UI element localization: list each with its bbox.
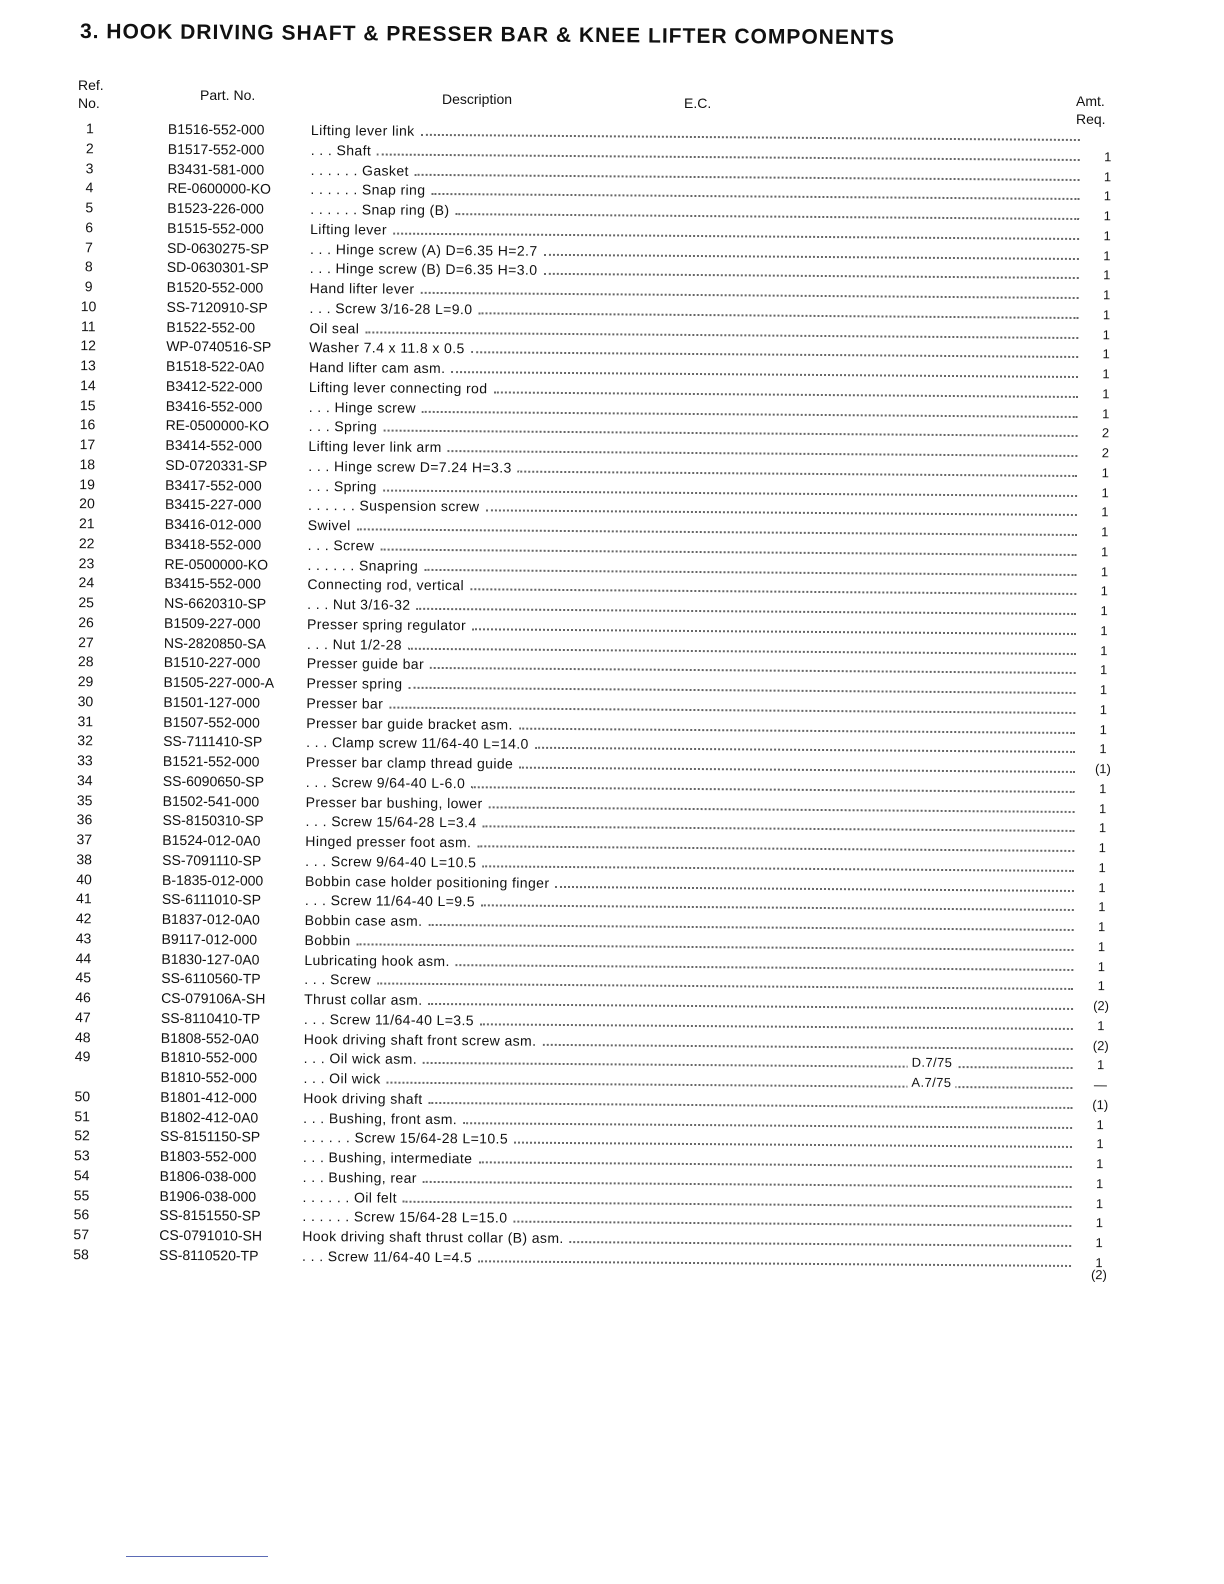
description-text: . . . Oil wick asm.	[304, 1050, 424, 1067]
part-no: B1515-552-000	[167, 219, 264, 237]
part-no: B1517-552-000	[167, 140, 265, 158]
description-text: . . . Hinge screw	[309, 398, 422, 415]
amt-req: 1	[1102, 287, 1111, 303]
description-text: . . . . . . Screw 15/64-28 L=15.0	[302, 1208, 513, 1226]
description	[311, 122, 1086, 145]
amt-req: 1	[1101, 524, 1109, 540]
part-no: SS-6090650-SP	[162, 772, 265, 790]
ref-no: 9	[84, 278, 93, 295]
ref-no: 54	[73, 1166, 90, 1184]
amt-req: 1	[1098, 879, 1106, 895]
amt-req: 1	[1102, 306, 1111, 323]
part-no: B1803-552-000	[159, 1147, 257, 1165]
amt-req: 1	[1103, 247, 1111, 263]
amt-req: 1	[1099, 701, 1108, 717]
ref-no: 47	[75, 1008, 91, 1026]
header-part-no: Part. No.	[200, 87, 256, 103]
leader-dots	[519, 767, 1075, 773]
leader-dots	[485, 510, 1076, 517]
amt-req: 1	[1096, 1057, 1105, 1073]
description-text: Lifting lever link	[311, 122, 421, 139]
leader-dots	[423, 1062, 1073, 1069]
page-marker-line	[126, 1556, 268, 1557]
part-no: B1801-412-000	[160, 1088, 257, 1106]
description-text: . . . Oil wick	[303, 1070, 386, 1087]
leader-dots	[489, 806, 1075, 813]
description-text: . . . . . . Gasket	[311, 161, 415, 178]
leader-dots	[365, 331, 1078, 339]
amt-req: 1	[1100, 563, 1109, 579]
ref-no: 52	[74, 1127, 90, 1144]
leader-dots	[555, 885, 1074, 891]
leader-dots	[424, 568, 1076, 575]
description-text: . . . Shaft	[311, 142, 378, 159]
description-text: Presser spring	[307, 675, 409, 692]
ref-no: 22	[78, 534, 95, 552]
part-no: SS-8110410-TP	[160, 1009, 261, 1027]
part-no: B1810-552-000	[160, 1068, 258, 1086]
amt-req: 1	[1095, 1215, 1104, 1231]
ref-no: 18	[79, 455, 96, 473]
leader-dots	[535, 747, 1075, 753]
description-text: . . . Screw 11/64-40 L=4.5	[302, 1248, 478, 1265]
description-text: Lifting lever connecting rod	[309, 379, 494, 396]
description-text: Washer 7.4 x 11.8 x 0.5	[309, 339, 471, 356]
leader-dots	[455, 213, 1079, 220]
amt-req: —	[1093, 1077, 1108, 1093]
leader-dots	[448, 450, 1078, 457]
description-text: Bobbin case asm.	[305, 912, 429, 929]
part-no: SS-7091110-SP	[162, 851, 262, 869]
description-text: . . . Clamp screw 11/64-40 L=14.0	[306, 734, 535, 752]
ref-no: 40	[76, 870, 92, 887]
amt-req: 1	[1103, 188, 1112, 204]
part-no: B3416-552-000	[165, 397, 263, 415]
amt-req: 1	[1103, 267, 1111, 283]
ref-no: 20	[79, 495, 95, 512]
ref-no: 57	[73, 1226, 90, 1243]
leader-dots	[415, 173, 1080, 180]
description-text: Presser bar bushing, lower	[306, 793, 489, 810]
ref-no: 27	[78, 633, 94, 650]
part-no: CS-0791010-SH	[159, 1226, 263, 1244]
leader-dots	[423, 1181, 1072, 1188]
ref-no: 50	[74, 1087, 91, 1105]
description-text: Bobbin	[305, 932, 357, 948]
ref-no: 38	[76, 850, 93, 868]
leader-dots	[463, 1122, 1072, 1129]
description-text: Hinged presser foot asm.	[305, 833, 477, 850]
ref-no: 2	[85, 139, 94, 157]
ref-no: 44	[75, 949, 92, 966]
leader-dots	[403, 1200, 1072, 1207]
leader-dots	[429, 1102, 1073, 1109]
part-no: B3412-522-000	[165, 377, 263, 395]
description-text: . . . Spring	[309, 418, 384, 435]
amt-req: 1	[1098, 800, 1107, 816]
leader-dots	[393, 232, 1079, 239]
amt-req: 1	[1097, 938, 1106, 954]
ref-no: 3	[85, 159, 94, 176]
amt-req: (2)	[1093, 998, 1110, 1014]
leader-dots	[387, 1082, 1073, 1089]
description-text: . . . Screw 9/64-40 L=10.5	[305, 853, 482, 870]
ref-no: 14	[80, 376, 96, 394]
ec-code: D.7/75	[908, 1055, 957, 1070]
part-no: SD-0720331-SP	[165, 456, 268, 474]
amt-req: 1	[1100, 543, 1109, 559]
part-no: B1524-012-0A0	[162, 831, 261, 849]
description-text: . . . Screw 9/64-40 L-6.0	[306, 774, 472, 791]
leader-dots	[472, 628, 1076, 635]
amt-req: 1	[1102, 346, 1110, 362]
part-no: B1501-127-000	[163, 693, 261, 711]
leader-dots	[377, 153, 1080, 161]
part-no: SS-7111410-SP	[163, 733, 263, 750]
leader-dots	[357, 528, 1077, 536]
amt-req: 1	[1100, 622, 1108, 638]
amt-req: 1	[1099, 721, 1107, 737]
part-no: WP-0740516-SP	[166, 338, 272, 355]
part-no: B1502-541-000	[162, 792, 260, 810]
leader-dots	[383, 489, 1077, 496]
description-text: Bobbin case holder positioning finger	[305, 872, 556, 890]
ref-no: 19	[79, 475, 95, 492]
description-text: . . . . . . Screw 15/64-28 L=10.5	[303, 1129, 514, 1147]
description-text: Connecting rod, vertical	[307, 576, 470, 593]
description-text: Presser spring regulator	[307, 616, 472, 633]
leader-dots	[420, 292, 1078, 299]
description-text: . . . Bushing, front asm.	[303, 1109, 463, 1126]
amt-req: 1	[1104, 148, 1112, 165]
ref-no: 35	[76, 791, 93, 808]
amt-req: 1	[1098, 859, 1106, 875]
part-no: NS-6620310-SP	[164, 594, 267, 612]
amt-req: 1	[1099, 682, 1108, 698]
part-no: SS-8151150-SP	[159, 1128, 261, 1145]
part-no: B3417-552-000	[165, 476, 262, 494]
leader-dots	[481, 905, 1074, 912]
description-text: Presser bar guide bracket asm.	[306, 714, 519, 732]
amt-req: 1	[1101, 504, 1109, 520]
leader-dots	[518, 470, 1078, 476]
leader-dots	[477, 845, 1074, 852]
leader-dots	[478, 312, 1078, 319]
ref-no: 33	[77, 752, 93, 769]
ref-no: 53	[74, 1147, 90, 1164]
description-text: . . . . . . Snap ring (B)	[310, 201, 455, 218]
description-text: . . . Screw	[308, 537, 381, 554]
amt-req: 1	[1102, 326, 1111, 342]
ref-no: 7	[85, 238, 93, 255]
leader-dots	[471, 786, 1075, 793]
ref-no: 43	[75, 929, 92, 947]
description-text: Lubricating hook asm.	[304, 951, 455, 968]
amt-req: (1)	[1092, 1096, 1109, 1113]
leader-dots	[383, 430, 1077, 437]
part-no: B3418-552-000	[164, 535, 262, 553]
leader-dots	[570, 1241, 1072, 1247]
amt-req: 1	[1095, 1175, 1104, 1191]
leader-dots	[470, 588, 1076, 595]
ref-no: 42	[75, 910, 92, 927]
amt-req: 1	[1102, 405, 1110, 421]
amt-req: 2	[1101, 445, 1110, 461]
ref-no: 6	[85, 218, 94, 236]
ref-no: 23	[78, 554, 95, 571]
part-no: B1520-552-000	[166, 278, 264, 296]
description-text: Thrust collar asm.	[304, 991, 429, 1008]
ref-no: 34	[76, 771, 93, 789]
leader-dots	[542, 1043, 1072, 1049]
part-no: B1802-412-0A0	[160, 1108, 259, 1126]
amt-req: 1	[1100, 662, 1108, 678]
description-text: Hook driving shaft thrust collar (B) asm.	[302, 1228, 570, 1246]
part-no: B1906-038-000	[159, 1187, 257, 1205]
amt-req: 1 (2)	[1090, 1254, 1107, 1283]
part-no: SS-6111010-SP	[161, 891, 262, 908]
amt-req: 1	[1101, 464, 1109, 480]
amt-req: 1	[1098, 840, 1106, 856]
description-text: Hook driving shaft	[303, 1090, 428, 1107]
description-text: . . . Screw 11/64-40 L=9.5	[305, 892, 481, 909]
leader-dots	[478, 1161, 1071, 1168]
amt-req: 1	[1097, 1017, 1105, 1033]
part-no: B1507-552-000	[163, 713, 260, 731]
description-text: . . . Screw	[304, 971, 377, 988]
leader-dots	[483, 826, 1075, 833]
ref-no: 13	[80, 357, 96, 374]
leader-dots	[422, 410, 1078, 417]
header-amt-req: Amt. Req.	[1076, 93, 1106, 127]
leader-dots	[456, 964, 1074, 971]
ref-no: 36	[76, 811, 93, 828]
description-text: Oil seal	[309, 319, 365, 335]
leader-dots	[451, 371, 1078, 378]
ref-no: 45	[75, 969, 92, 986]
leader-dots	[513, 1221, 1071, 1227]
ref-no: 26	[78, 613, 94, 631]
part-no: B1522-552-00	[166, 318, 256, 336]
leader-dots	[357, 943, 1074, 951]
ref-no: 46	[75, 989, 91, 1006]
ref-no: 25	[78, 594, 95, 611]
ref-no: 15	[79, 396, 96, 413]
part-no: B1808-552-0A0	[160, 1029, 259, 1047]
part-no: SD-0630275-SP	[166, 239, 270, 257]
leader-dots	[428, 924, 1073, 931]
part-no: B1516-552-000	[167, 120, 265, 138]
description-text: Lifting lever link arm	[308, 438, 447, 455]
amt-req: 1	[1097, 978, 1105, 994]
amt-req: 1	[1100, 583, 1109, 599]
amt-req: 1	[1099, 780, 1107, 796]
ref-no: 11	[81, 317, 96, 334]
leader-dots	[408, 687, 1075, 694]
leader-dots	[471, 351, 1078, 358]
ref-no: 12	[80, 337, 97, 354]
ref-no: 5	[85, 199, 94, 216]
part-no: B1837-012-0A0	[161, 910, 260, 928]
leader-dots	[519, 727, 1075, 733]
description-text: . . . Nut 1/2-28	[307, 635, 408, 652]
leader-dots	[380, 548, 1076, 555]
ref-no: 28	[77, 653, 94, 670]
leader-dots	[389, 706, 1075, 713]
ec-code: A.7/75	[907, 1075, 955, 1090]
part-no: RE-0600000-KO	[167, 180, 272, 197]
leader-dots	[478, 1260, 1071, 1267]
description-text: Hook driving shaft front screw asm.	[304, 1030, 543, 1048]
amt-req: 1	[1097, 958, 1106, 974]
ref-no: 24	[78, 574, 95, 591]
description-text: . . . Screw 11/64-40 L=3.5	[304, 1011, 480, 1028]
amt-req: 1	[1102, 385, 1110, 402]
amt-req: 1	[1095, 1195, 1104, 1211]
amt-req: 1	[1096, 1136, 1104, 1152]
part-no: B1510-227-000	[163, 654, 261, 671]
part-no: B1521-552-000	[162, 752, 260, 770]
description-text: . . . . . . Snap ring	[310, 181, 431, 198]
ref-no: 8	[84, 258, 93, 275]
amt-req: (1)	[1094, 761, 1111, 777]
description-text: . . . Screw 15/64-28 L=3.4	[305, 813, 482, 830]
description-text: . . . . . . Snapring	[307, 556, 424, 573]
ref-no: 21	[78, 515, 95, 532]
ref-no: 37	[76, 831, 93, 848]
amt-req: 1	[1101, 484, 1109, 500]
leader-dots	[416, 608, 1076, 615]
amt-req: 1	[1103, 208, 1111, 224]
part-no: RE-0500000-KO	[165, 417, 270, 434]
ref-no: 41	[76, 890, 92, 907]
part-no: B3415-227-000	[164, 496, 262, 513]
parts-table	[51, 120, 1130, 1283]
leader-dots	[429, 1003, 1074, 1010]
leader-dots	[430, 667, 1076, 674]
description-text: . . . Hinge screw D=7.24 H=3.3	[308, 458, 518, 476]
amt-req: 1	[1095, 1235, 1103, 1251]
part-no: SS-7120910-SP	[166, 298, 268, 316]
leader-dots	[421, 134, 1080, 141]
ref-no: 56	[73, 1206, 90, 1223]
part-no: B3414-552-000	[165, 436, 263, 454]
description-text: Presser bar clamp thread guide	[306, 754, 519, 772]
amt-req: 1	[1096, 1156, 1104, 1172]
ref-no: 48	[74, 1028, 91, 1045]
description-text: . . . Nut 3/16-32	[307, 596, 416, 613]
leader-dots	[408, 647, 1076, 654]
description-text: Hand lifter cam asm.	[309, 359, 451, 376]
amt-req: 1	[1103, 168, 1112, 184]
part-no: B1830-127-0A0	[161, 950, 260, 968]
description-text: . . . Spring	[308, 477, 383, 494]
ref-no: 29	[77, 673, 94, 690]
amt-req: 1	[1100, 603, 1108, 619]
description-text: . . . Bushing, intermediate	[303, 1149, 479, 1166]
description-text: Swivel	[308, 517, 357, 533]
part-no: B1505-227-000-A	[163, 673, 275, 691]
description-text: Presser bar	[306, 695, 389, 712]
part-no: SS-8150310-SP	[162, 812, 264, 829]
part-no: B3415-552-000	[164, 575, 261, 592]
ref-no: 16	[79, 416, 96, 433]
part-no: B1509-227-000	[163, 614, 261, 632]
part-no: SS-8110520-TP	[159, 1246, 259, 1264]
amt-req: 1	[1102, 366, 1110, 382]
ref-no: 30	[77, 692, 94, 710]
description-text: Hand lifter lever	[310, 280, 421, 297]
part-no: SS-6110560-TP	[161, 970, 261, 987]
part-no: NS-2820850-SA	[163, 634, 266, 652]
part-no: B9117-012-000	[161, 930, 258, 948]
ref-no: 31	[77, 712, 94, 729]
description-text: . . . Hinge screw (A) D=6.35 H=2.7	[310, 240, 544, 258]
amt-req: 2	[1101, 425, 1110, 441]
ref-no: 58	[73, 1245, 89, 1263]
amt-req: 1	[1098, 919, 1106, 935]
ref-no: 55	[73, 1186, 90, 1203]
description-text: . . . Hinge screw (B) D=6.35 H=3.0	[310, 260, 544, 278]
amt-req: 1	[1098, 899, 1106, 915]
part-no: RE-0500000-KO	[164, 555, 269, 573]
page-title: 3. HOOK DRIVING SHAFT & PRESSER BAR & KNEE LIFTER COMPONENTS	[79, 20, 895, 50]
leader-dots	[493, 391, 1077, 398]
description-text: . . . Screw 3/16-28 L=9.0	[309, 300, 478, 317]
part-no: B1810-552-000	[160, 1049, 258, 1066]
part-no: SD-0630301-SP	[166, 259, 269, 276]
description-text: . . . . . . Oil felt	[302, 1188, 402, 1205]
amt-req: 1	[1096, 1116, 1104, 1132]
part-no: B3431-581-000	[167, 160, 265, 178]
ref-no: 32	[77, 732, 93, 749]
ref-no: 1	[85, 120, 94, 137]
description-text: Lifting lever	[310, 221, 393, 238]
header-ref-no: Ref. No.	[78, 77, 104, 111]
description-text: Presser guide bar	[307, 655, 430, 672]
ref-no: 10	[80, 297, 97, 315]
description-text: . . . Bushing, rear	[303, 1169, 423, 1186]
amt-req: (2)	[1092, 1037, 1109, 1053]
part-no: CS-079106A-SH	[161, 989, 266, 1007]
ref-no: 17	[79, 436, 96, 453]
ref-no: 4	[85, 179, 94, 196]
amt-req: 1	[1099, 741, 1107, 757]
amt-req: 1	[1098, 820, 1107, 836]
leader-dots	[377, 983, 1073, 990]
part-no: SS-8151550-SP	[159, 1207, 261, 1224]
amt-req: 1	[1100, 642, 1108, 658]
description-text: . . . . . . Suspension screw	[308, 497, 486, 514]
amt-req: 1	[1103, 227, 1111, 244]
ref-no: 51	[74, 1107, 91, 1124]
header-ec: E.C.	[684, 95, 712, 111]
part-no: B1518-522-0A0	[166, 357, 265, 375]
leader-dots	[544, 253, 1079, 259]
part-no: B1806-038-000	[159, 1167, 257, 1185]
header-description: Description	[442, 91, 513, 107]
leader-dots	[482, 865, 1074, 872]
leader-dots	[480, 1023, 1073, 1030]
leader-dots	[514, 1142, 1072, 1148]
leader-dots	[431, 193, 1079, 200]
part-no: B-1835-012-000	[161, 871, 264, 889]
part-no: B3416-012-000	[164, 515, 262, 533]
leader-dots	[543, 273, 1078, 279]
part-no: B1523-226-000	[167, 199, 264, 217]
ref-no: 49	[74, 1048, 91, 1065]
